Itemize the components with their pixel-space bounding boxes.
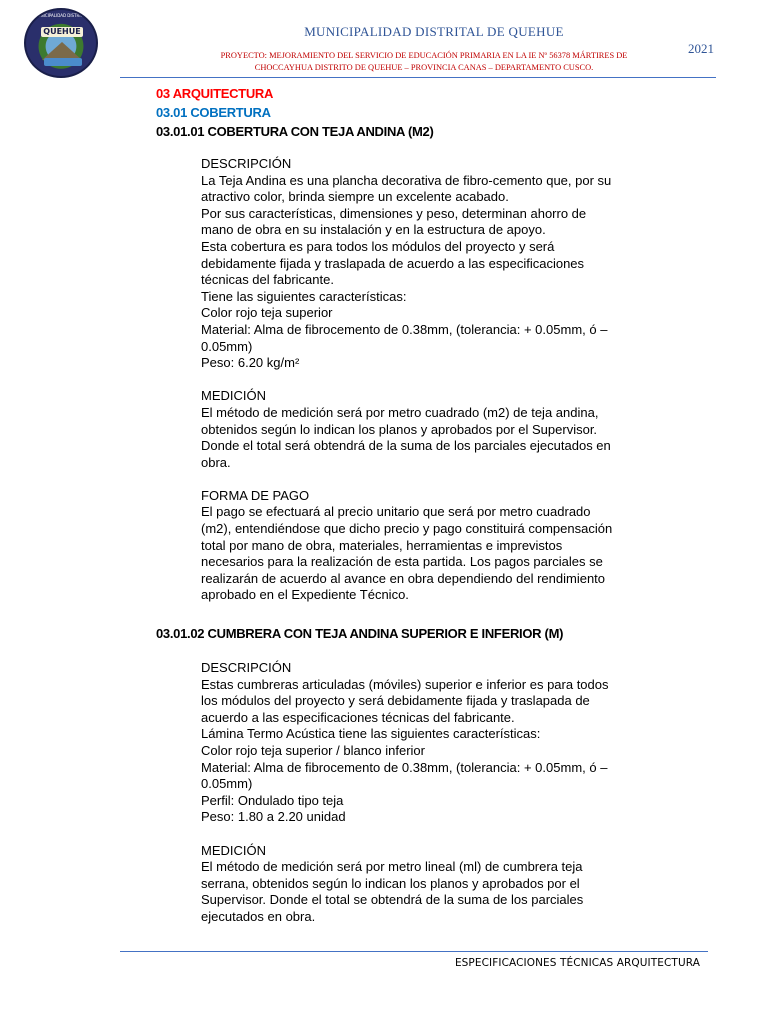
item1-medicion-line: obtenidos según lo indican los planos y aprobados por el Supervisor.: [201, 421, 598, 437]
item2-descripcion-line: Estas cumbreras articuladas (móviles) superior e inferior es para todos: [201, 676, 609, 692]
item2-medicion-title: MEDICIÓN: [201, 842, 266, 858]
item1-descripcion-line: Material: Alma de fibrocemento de 0.38mm, (tolerancia: + 0.05mm, ó –: [201, 321, 608, 337]
item1-pago-title: FORMA DE PAGO: [201, 487, 310, 503]
item1-descripcion-line: Tiene las siguientes características:: [201, 288, 407, 304]
item2-medicion-line: Supervisor. Donde el total se obtendrá de la suma de los parciales: [201, 892, 584, 908]
item1-descripcion-line: mano de obra en su instalación y en la estructura de apoyo.: [201, 222, 546, 238]
item1-pago-body: [201, 504, 653, 604]
item2-heading: 03.01.02 CUMBRERA CON TEJA ANDINA SUPERIOR E INFERIOR (M): [156, 626, 564, 641]
item1-pago-line: aprobado en el Expediente Técnico.: [201, 587, 409, 603]
item2-descripcion-line: Material: Alma de fibrocemento de 0.38mm, (tolerancia: + 0.05mm, ó –: [201, 759, 608, 775]
item1-heading: 03.01.01 COBERTURA CON TEJA ANDINA (M2): [156, 124, 434, 139]
item1-descripcion-line: Color rojo teja superior: [201, 305, 333, 321]
item1-descripcion-line: Peso: 6.20 kg/m²: [201, 355, 300, 371]
item1-descripcion-line: técnicas del fabricante.: [201, 272, 334, 288]
item1-medicion-line: El método de medición será por metro cuadrado (m2) de teja andina,: [201, 404, 599, 420]
logo-water-shape: [44, 58, 82, 66]
item2-descripcion-line: los módulos del proyecto y será debidamente fijada y traslapada de: [201, 693, 590, 709]
item1-medicion-title: MEDICIÓN: [201, 388, 266, 404]
item1-descripcion-title: DESCRIPCIÓN: [201, 156, 292, 171]
municipality-title: MUNICIPALIDAD DISTRITAL DE QUEHUE: [304, 24, 564, 39]
item2-descripcion-line: acuerdo a las especificaciones técnicas del fabricante.: [201, 709, 515, 725]
logo-banner-text: QUEHUE: [41, 27, 83, 37]
item1-medicion-body: [201, 405, 653, 471]
header-divider: [120, 77, 716, 78]
project-title: [140, 50, 708, 74]
item2-medicion-body: [201, 859, 653, 925]
municipality-logo: [24, 8, 98, 78]
item1-pago-line: El pago se efectuará al precio unitario que será por metro cuadrado: [201, 504, 591, 520]
project-line-2: CHOCCAYHUA DISTRITO DE QUEHUE – PROVINCIA CANAS – DEPARTAMENTO CUSCO.: [254, 63, 594, 72]
logo-ring-text: MUNICIPALIDAD DISTRITAL: [34, 13, 88, 18]
item1-descripcion-line: La Teja Andina es una plancha decorativa de fibro-cemento que, por su: [201, 172, 612, 188]
item1-content: [201, 156, 653, 604]
item1-descripcion-line: atractivo color, brinda siempre un excelente acabado.: [201, 189, 509, 205]
item2-content: [201, 660, 653, 926]
item1-descripcion-line: 0.05mm): [201, 338, 253, 354]
item2-descripcion-line: Lámina Termo Acústica tiene las siguientes características:: [201, 726, 541, 742]
item1-medicion-line: obra.: [201, 454, 231, 470]
item1-pago-line: realizarán de acuerdo al avance en obra dependiendo del rendimiento: [201, 570, 606, 586]
item2-medicion-line: serrana, obtenidos según lo indican los planos y aprobados por el: [201, 875, 580, 891]
subsection-heading: 03.01 COBERTURA: [156, 105, 271, 120]
item1-pago-line: total por mano de obra, materiales, herramientas e imprevistos: [201, 537, 563, 553]
header-year: 2021: [688, 41, 714, 56]
item1-descripcion-line: Esta cobertura es para todos los módulos del proyecto y será: [201, 238, 555, 254]
item2-descripcion-title: DESCRIPCIÓN: [201, 660, 292, 675]
item1-descripcion-body: [201, 173, 653, 372]
footer-divider: [120, 951, 708, 952]
section-heading: 03 ARQUITECTURA: [156, 86, 274, 101]
item1-pago-line: (m2), entendiéndose que dicho precio y pago constituirá compensación: [201, 521, 613, 537]
item2-descripcion-line: Color rojo teja superior / blanco inferior: [201, 742, 425, 758]
footer-text: ESPECIFICACIONES TÉCNICAS ARQUITECTURA: [454, 957, 700, 969]
project-line-1: PROYECTO: MEJORAMIENTO DEL SERVICIO DE EDUCACIÓN PRIMARIA EN LA IE Nº 56378 MÁRTIRES DE: [220, 51, 628, 60]
item2-descripcion-line: Perfil: Ondulado tipo teja: [201, 792, 344, 808]
item2-descripcion-line: 0.05mm): [201, 776, 253, 792]
item2-medicion-line: El método de medición será por metro lineal (ml) de cumbrera teja: [201, 859, 583, 875]
item2-descripcion-line: Peso: 1.80 a 2.20 unidad: [201, 809, 346, 825]
item2-descripcion-body: [201, 677, 653, 826]
item1-descripcion-line: debidamente fijada y traslapada de acuerdo a las especificaciones: [201, 255, 585, 271]
item1-medicion-line: Donde el total será obtendrá de la suma de los parciales ejecutados en: [201, 438, 611, 454]
item1-pago-line: necesarios para la realización de esta partida. Los pagos parciales se: [201, 554, 603, 570]
item2-medicion-line: ejecutados en obra.: [201, 908, 316, 924]
item1-descripcion-line: Por sus características, dimensiones y peso, determinan ahorro de: [201, 205, 587, 221]
